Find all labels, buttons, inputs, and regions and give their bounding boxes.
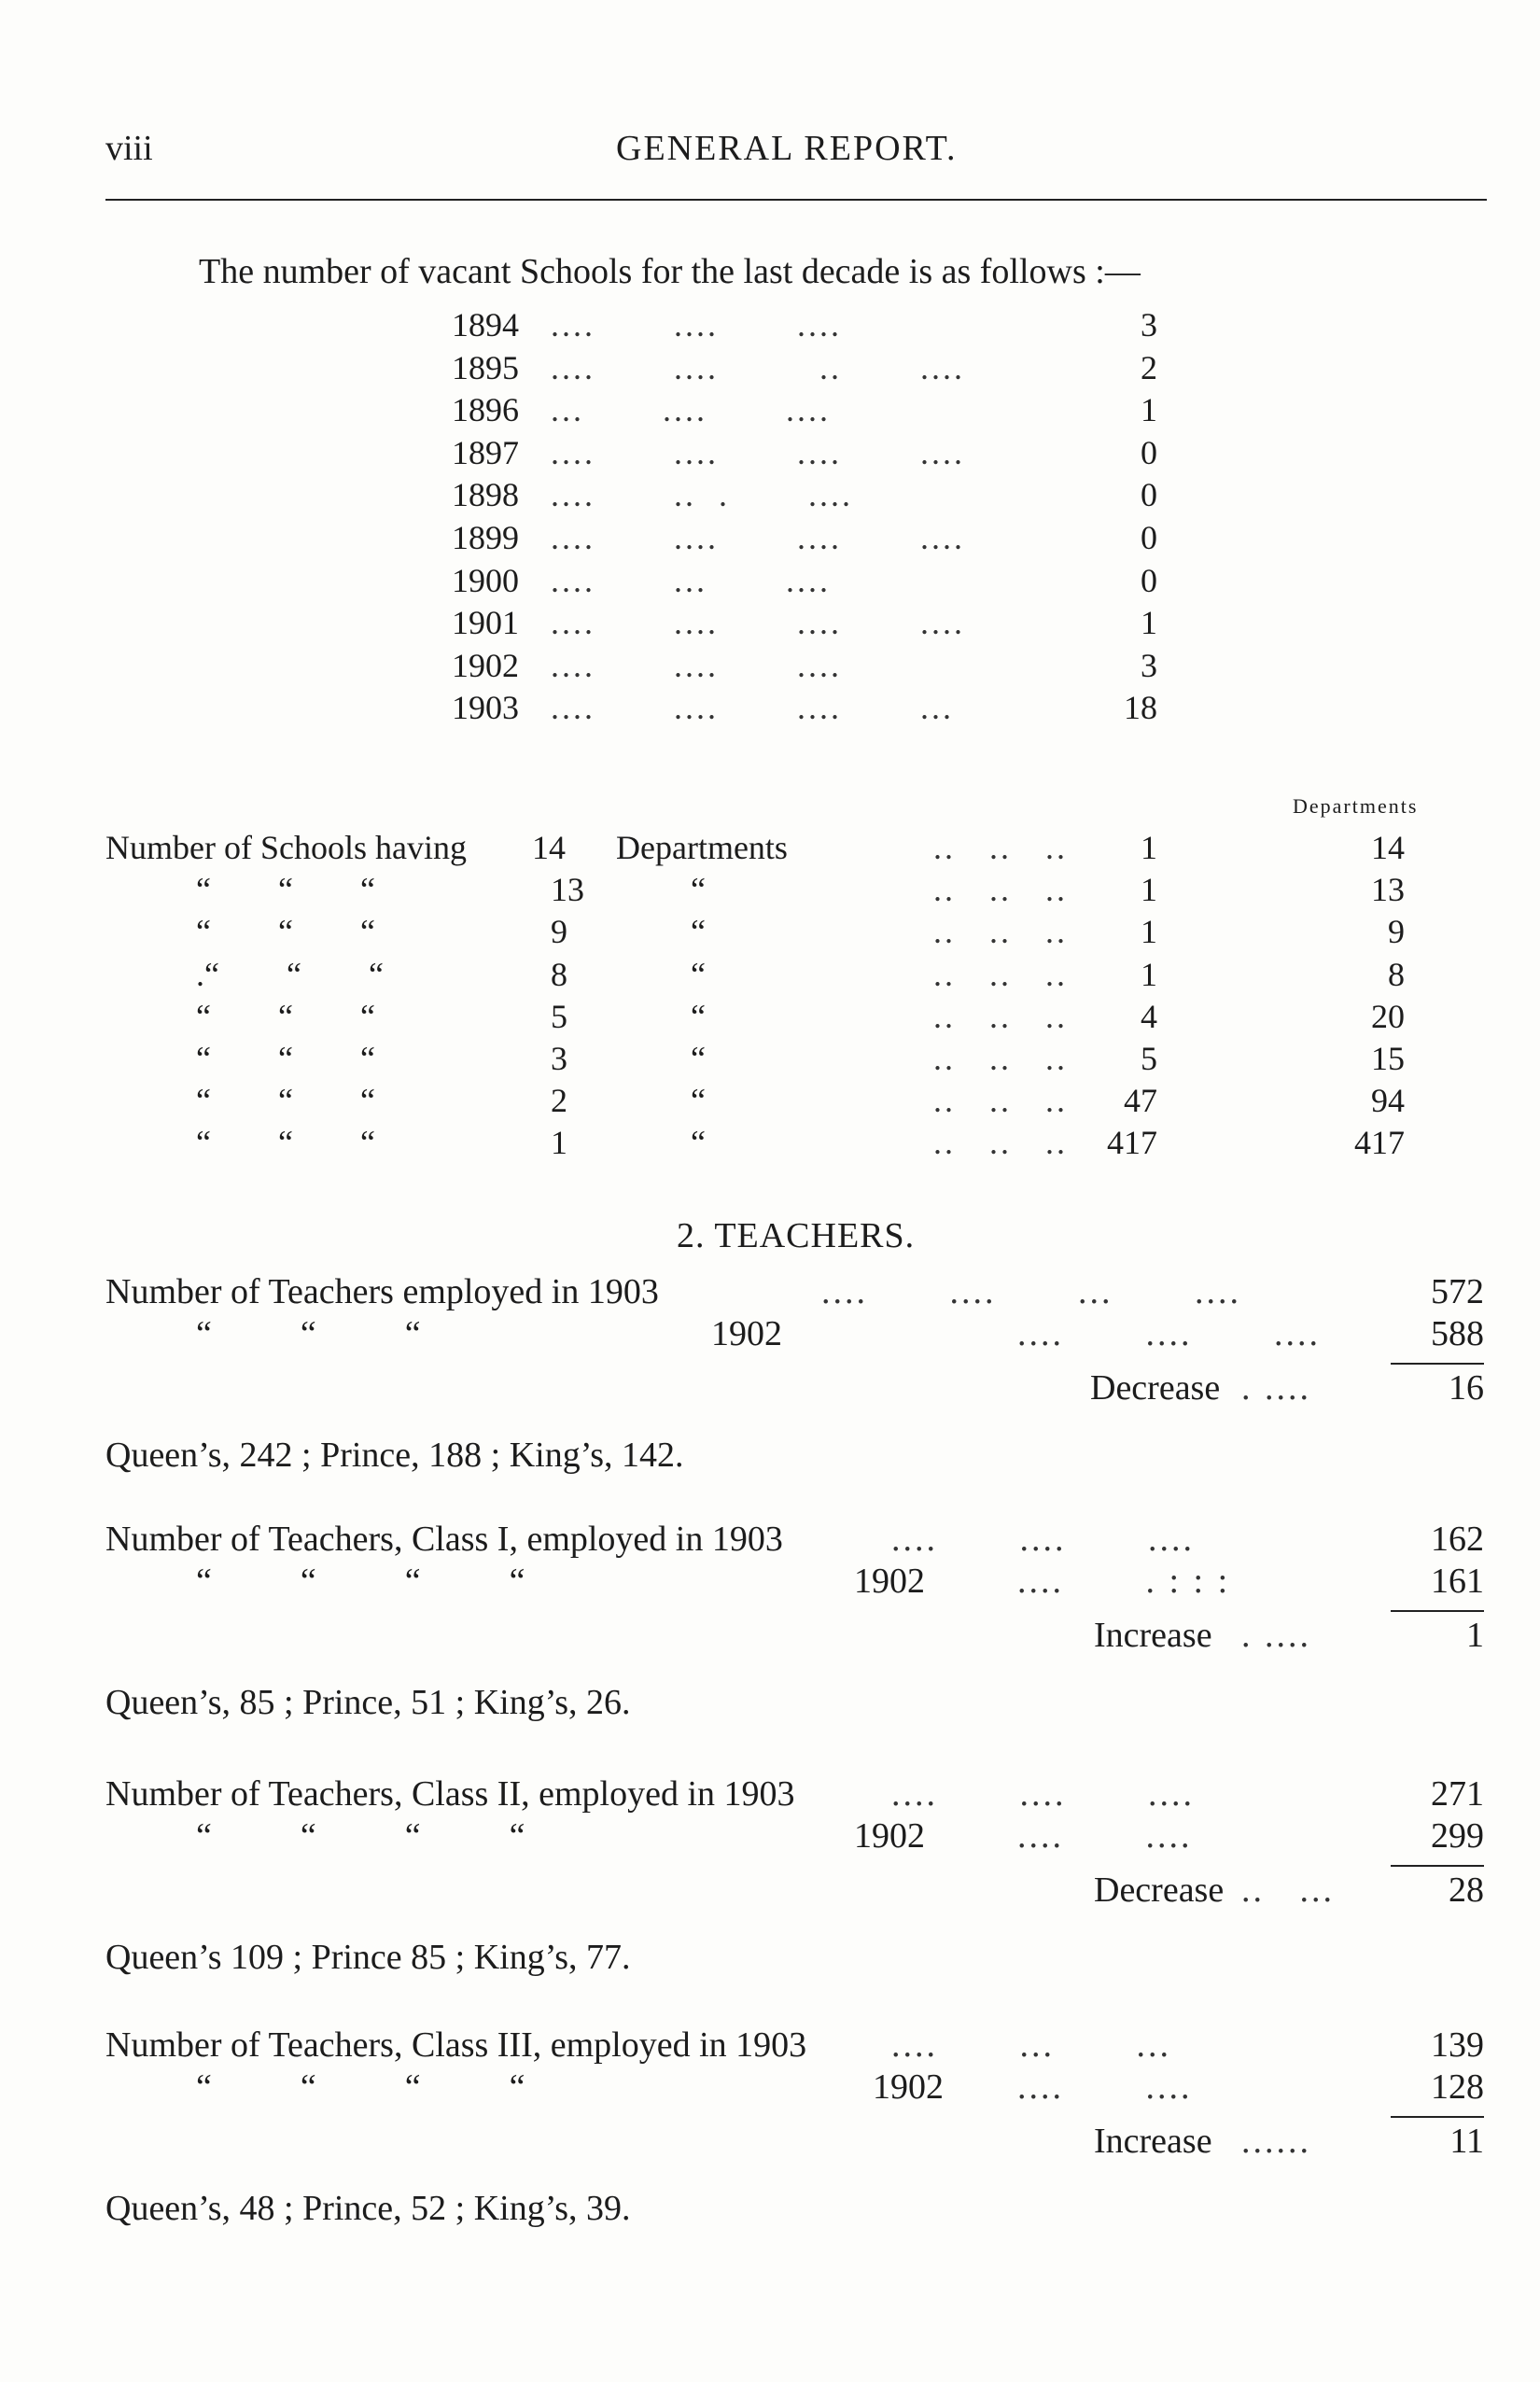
dept-row-count: 13 (551, 871, 584, 909)
dept-departments-value: 14 (1371, 829, 1405, 866)
sum-rule (1391, 2116, 1484, 2118)
sum-rule (1391, 1610, 1484, 1612)
change-label: Increase (1094, 2122, 1212, 2161)
dept-row-label: “ “ “ (196, 913, 375, 951)
ditto-marks: “ “ “ (196, 1314, 421, 1353)
dept-row-label: “ “ “ (196, 1040, 375, 1077)
dept-row-count: 8 (551, 955, 567, 993)
teachers-line-1903: Number of Teachers, Class III, employed in 1903 (105, 2025, 807, 2065)
change-dots: ...... (1241, 2122, 1311, 2161)
change-label: Increase (1094, 1616, 1212, 1655)
vacant-year: 1895 (452, 348, 519, 386)
teachers-value-1903: 572 (1431, 1272, 1484, 1311)
dept-row-count: 1 (551, 1124, 567, 1162)
county-breakdown: Queen’s, 85 ; Prince, 51 ; King’s, 26. (105, 1683, 631, 1722)
teachers-value-1902: 299 (1431, 1816, 1484, 1856)
dept-row-count: 3 (551, 1040, 567, 1077)
teachers-dots: .... ... ... (891, 2025, 1171, 2065)
dept-row-label: “ “ “ (196, 871, 375, 909)
teachers-value-1902: 161 (1431, 1562, 1484, 1601)
vacant-count: 1 (1141, 604, 1157, 642)
vacant-year: 1897 (452, 433, 519, 471)
change-dots: . .... (1241, 1616, 1311, 1655)
dept-row-label: “ “ “ (196, 1082, 375, 1120)
dept-row-label: “ “ “ (196, 1124, 375, 1162)
teachers-year-1902: 1902 (854, 1562, 925, 1601)
teachers-value-1902: 588 (1431, 1314, 1484, 1353)
dept-row-word: “ (691, 1124, 706, 1162)
vacant-count: 0 (1141, 476, 1157, 514)
dept-row-word: “ (691, 871, 706, 909)
dept-departments-value: 417 (1354, 1124, 1405, 1162)
vacant-dots: .... .... .. .... (551, 348, 965, 386)
change-dots: . .... (1241, 1368, 1311, 1408)
teachers-heading: 2. TEACHERS. (677, 1216, 916, 1255)
vacant-count: 18 (1124, 689, 1157, 727)
vacant-dots: .... .... .... ... (551, 689, 954, 727)
vacant-count: 1 (1141, 391, 1157, 429)
vacant-year: 1896 (452, 391, 519, 429)
dept-departments-value: 8 (1388, 955, 1405, 993)
vacant-year: 1900 (452, 561, 519, 599)
dept-row-dots: .. .. .. (933, 829, 1068, 866)
county-breakdown: Queen’s, 242 ; Prince, 188 ; King’s, 142. (105, 1436, 684, 1475)
teachers-dots: .... .... .... (891, 1774, 1195, 1814)
dept-row-count: 5 (551, 997, 567, 1035)
dept-row-word: “ (691, 997, 706, 1035)
vacant-dots: .... .... .... .... (551, 433, 965, 471)
dept-row-dots: .. .. .. (933, 1040, 1068, 1077)
vacant-dots: .... .... .... .... (551, 519, 965, 556)
ditto-marks: “ “ “ “ (196, 1562, 525, 1601)
vacant-dots: .... .... .... .... (551, 604, 965, 642)
dept-departments-value: 94 (1371, 1082, 1405, 1120)
departments-header: Departments (1293, 794, 1419, 818)
page-number: viii (105, 129, 153, 168)
teachers-year-1902: 1902 (711, 1314, 782, 1353)
vacant-year: 1901 (452, 604, 519, 642)
teachers-dots: .... .... (1017, 1816, 1193, 1856)
dept-schools-value: 1 (1141, 955, 1157, 993)
vacant-count: 0 (1141, 433, 1157, 471)
change-value: 1 (1466, 1616, 1484, 1655)
dept-schools-value: 417 (1107, 1124, 1157, 1162)
change-value: 28 (1449, 1871, 1484, 1910)
change-value: 16 (1449, 1368, 1484, 1408)
dept-row-word: “ (691, 955, 706, 993)
teachers-year-1902: 1902 (854, 1816, 925, 1856)
vacant-year: 1898 (452, 476, 519, 514)
dept-row-word: Departments (616, 829, 788, 866)
vacant-dots: .... ... .... (551, 561, 831, 599)
dept-row-dots: .. .. .. (933, 955, 1068, 993)
vacant-count: 0 (1141, 519, 1157, 556)
dept-row-word: “ (691, 913, 706, 951)
dept-departments-value: 20 (1371, 997, 1405, 1035)
change-label: Decrease (1090, 1368, 1221, 1408)
teachers-line-1903: Number of Teachers, Class I, employed in 1903 (105, 1520, 783, 1559)
teachers-value-1902: 128 (1431, 2067, 1484, 2107)
dept-row-count: 14 (532, 829, 566, 866)
vacant-intro: The number of vacant Schools for the last decade is as follows :— (199, 252, 1141, 291)
teachers-dots: .... .... ... .... (821, 1272, 1241, 1311)
vacant-dots: .... .. . .... (551, 476, 853, 514)
dept-schools-value: 4 (1141, 997, 1157, 1035)
teachers-dots: .... .... .... (891, 1520, 1195, 1559)
dept-departments-value: 13 (1371, 871, 1405, 909)
dept-schools-value: 5 (1141, 1040, 1157, 1077)
dept-schools-value: 47 (1124, 1082, 1157, 1120)
change-value: 11 (1449, 2122, 1484, 2161)
county-breakdown: Queen’s, 48 ; Prince, 52 ; King’s, 39. (105, 2189, 631, 2228)
vacant-dots: ... .... .... (551, 391, 831, 429)
teachers-dots: .... . : : : (1017, 1562, 1231, 1601)
change-label: Decrease (1094, 1871, 1225, 1910)
dept-row-dots: .. .. .. (933, 997, 1068, 1035)
vacant-year: 1903 (452, 689, 519, 727)
dept-departments-value: 15 (1371, 1040, 1405, 1077)
vacant-year: 1902 (452, 646, 519, 684)
dept-departments-value: 9 (1388, 913, 1405, 951)
vacant-count: 3 (1141, 306, 1157, 343)
header-rule (105, 199, 1487, 201)
teachers-dots: .... .... .... (1017, 1314, 1321, 1353)
teachers-line-1903: Number of Teachers employed in 1903 (105, 1272, 659, 1311)
teachers-value-1903: 162 (1431, 1520, 1484, 1559)
change-dots: .. ... (1241, 1871, 1335, 1910)
teachers-line-1903: Number of Teachers, Class II, employed in 1903 (105, 1774, 795, 1814)
ditto-marks: “ “ “ “ (196, 1816, 525, 1856)
vacant-count: 3 (1141, 646, 1157, 684)
dept-row-dots: .. .. .. (933, 1124, 1068, 1162)
ditto-marks: “ “ “ “ (196, 2067, 525, 2107)
vacant-dots: .... .... .... (551, 306, 842, 343)
teachers-value-1903: 271 (1431, 1774, 1484, 1814)
vacant-dots: .... .... .... (551, 646, 842, 684)
sum-rule (1391, 1865, 1484, 1867)
teachers-year-1902: 1902 (873, 2067, 944, 2107)
dept-schools-value: 1 (1141, 913, 1157, 951)
county-breakdown: Queen’s 109 ; Prince 85 ; King’s, 77. (105, 1938, 631, 1977)
dept-row-word: “ (691, 1082, 706, 1120)
dept-row-label: “ “ “ (196, 997, 375, 1035)
dept-row-count: 2 (551, 1082, 567, 1120)
page-title: GENERAL REPORT. (616, 129, 958, 168)
dept-row-dots: .. .. .. (933, 871, 1068, 909)
teachers-dots: .... .... (1017, 2067, 1193, 2107)
dept-row-dots: .. .. .. (933, 1082, 1068, 1120)
vacant-year: 1899 (452, 519, 519, 556)
dept-row-dots: .. .. .. (933, 913, 1068, 951)
dept-row-word: “ (691, 1040, 706, 1077)
dept-row-label: .“ “ “ (196, 955, 384, 993)
dept-schools-value: 1 (1141, 829, 1157, 866)
vacant-year: 1894 (452, 306, 519, 343)
vacant-count: 2 (1141, 348, 1157, 386)
sum-rule (1391, 1363, 1484, 1365)
dept-row-label: Number of Schools having (105, 829, 467, 866)
vacant-count: 0 (1141, 561, 1157, 599)
dept-row-count: 9 (551, 913, 567, 951)
teachers-value-1903: 139 (1431, 2025, 1484, 2065)
dept-schools-value: 1 (1141, 871, 1157, 909)
